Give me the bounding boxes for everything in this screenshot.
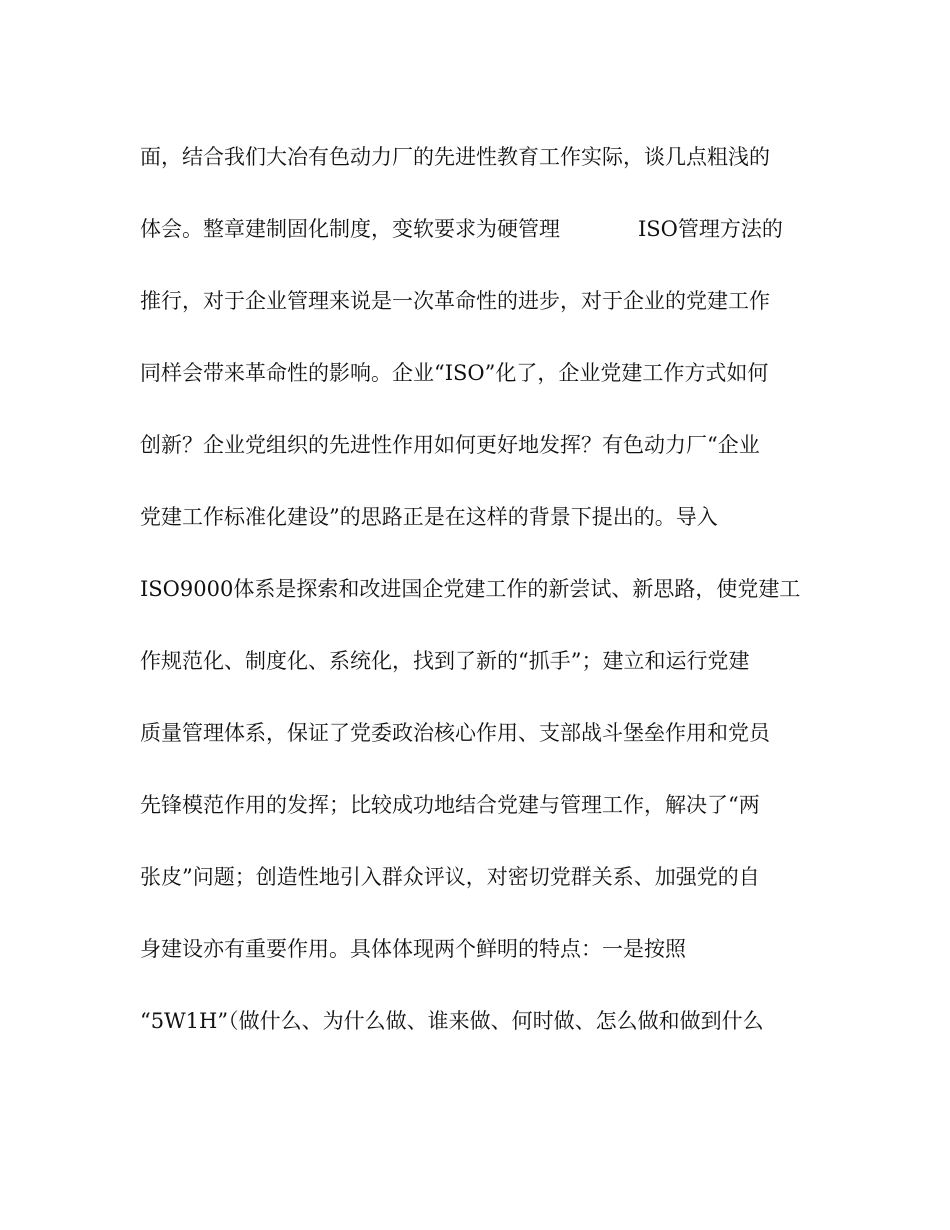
text-line-2-part-1: 体会。整章建制固化制度，变软要求为硬管理 [140, 217, 560, 241]
text-line-13: “5W1H”（做什么、为什么做、谁来做、何时做、怎么做和做到什么 [140, 1009, 764, 1033]
text-line-1: 面，结合我们大冶有色动力厂的先进性教育工作实际，谈几点粗浅的 [140, 145, 770, 169]
text-line-7: ISO9000体系是探索和改进国企党建工作的新尝试、新思路，使党建工 [140, 577, 801, 601]
text-line-4: 同样会带来革命性的影响。企业“ISO”化了，企业党建工作方式如何 [140, 361, 769, 385]
text-line-5: 创新？企业党组织的先进性作用如何更好地发挥？有色动力厂“企业 [140, 433, 760, 457]
text-line-2 [140, 214, 820, 244]
text-line-12: 身建设亦有重要作用。具体体现两个鲜明的特点：一是按照 [140, 937, 686, 961]
text-line-10: 先锋模范作用的发挥；比较成功地结合党建与管理工作，解决了“两 [140, 793, 760, 817]
text-line-6: 党建工作标准化建设”的思路正是在这样的背景下提出的。导入 [140, 505, 718, 529]
text-line-3: 推行，对于企业管理来说是一次革命性的进步，对于企业的党建工作 [140, 289, 770, 313]
text-line-11: 张皮”问题；创造性地引入群众评议，对密切党群关系、加强党的自 [140, 865, 760, 889]
text-line-2-part-2: ISO管理方法的 [638, 217, 783, 241]
text-line-8: 作规范化、制度化、系统化，找到了新的“抓手”；建立和运行党建 [140, 649, 750, 673]
text-line-9: 质量管理体系，保证了党委政治核心作用、支部战斗堡垒作用和党员 [140, 721, 770, 745]
